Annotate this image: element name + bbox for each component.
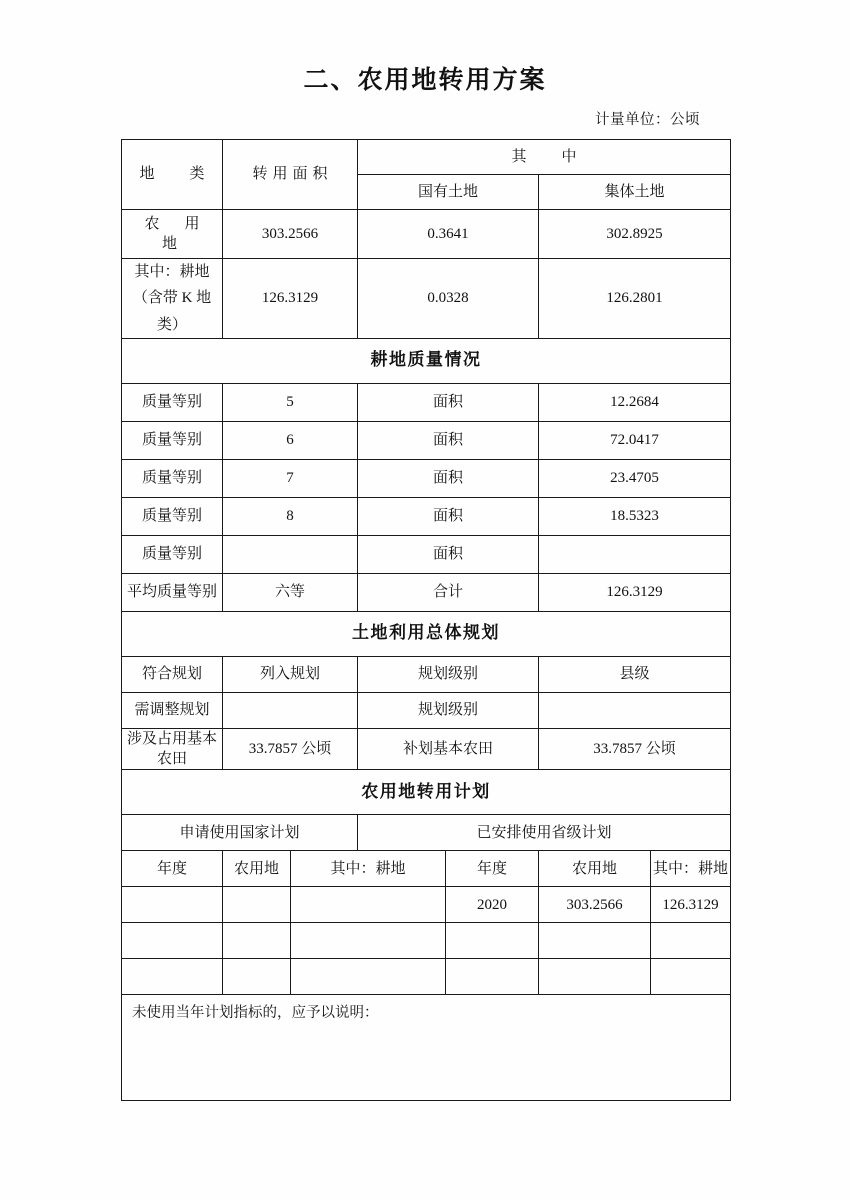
plan-col-national-year: 年度 [122, 851, 223, 887]
planning-level-value-2 [539, 692, 731, 728]
table-row-quality-grade [122, 421, 731, 459]
table-row-planning [122, 656, 731, 692]
quality-grade-label-1: 质量等别 [122, 383, 223, 421]
plan-unused-quota-note: 未使用当年计划指标的，应予以说明： [122, 995, 731, 1101]
planning-level-label-2: 规划级别 [358, 692, 539, 728]
plan-group-header-row [122, 815, 731, 851]
basic-farmland-occupied-label: 涉及占用基本农田 [122, 728, 223, 770]
plan-national-agri-2 [223, 923, 291, 959]
section-heading-row-planning [122, 611, 731, 656]
plan-national-agri-3 [223, 959, 291, 995]
table-row-agricultural-land [122, 210, 731, 259]
quality-area-value-4: 18.5323 [539, 497, 731, 535]
section-heading-row-quality [122, 338, 731, 383]
plan-col-provincial-year: 年度 [446, 851, 539, 887]
table-row-quality-grade [122, 535, 731, 573]
plan-national-year-3 [122, 959, 223, 995]
header-state-owned-land: 国有土地 [358, 175, 539, 210]
plan-provincial-agri-2 [539, 923, 651, 959]
row-label-agricultural-land: 农 用 地 [122, 210, 223, 259]
quality-grade-value-2: 6 [223, 421, 358, 459]
average-quality-total-label: 合计 [358, 573, 539, 611]
plan-data-row [122, 959, 731, 995]
plan-provincial-cultivated-2 [651, 923, 731, 959]
planning-level-label-1: 规划级别 [358, 656, 539, 692]
quality-grade-label-3: 质量等别 [122, 459, 223, 497]
table-row-quality-grade [122, 497, 731, 535]
plan-provincial-cultivated-3 [651, 959, 731, 995]
planning-conforms-label: 符合规划 [122, 656, 223, 692]
header-among-which: 其 中 [358, 140, 731, 175]
quality-area-value-1: 12.2684 [539, 383, 731, 421]
plan-national-agri-1 [223, 887, 291, 923]
section-heading-conversion-plan: 农用地转用计划 [122, 770, 731, 815]
plan-provincial-cultivated-1: 126.3129 [651, 887, 731, 923]
planning-included-value: 列入规划 [223, 656, 358, 692]
section-heading-row-conversion-plan [122, 770, 731, 815]
plan-national-cultivated-2 [291, 923, 446, 959]
plan-national-year-2 [122, 923, 223, 959]
agricultural-land-converted-area: 303.2566 [223, 210, 358, 259]
plan-national-year-1 [122, 887, 223, 923]
agricultural-land-collective: 302.8925 [539, 210, 731, 259]
plan-data-row [122, 887, 731, 923]
table-row-cultivated-land [122, 259, 731, 339]
quality-grade-label-2: 质量等别 [122, 421, 223, 459]
plan-group-provincial: 已安排使用省级计划 [358, 815, 731, 851]
quality-area-value-3: 23.4705 [539, 459, 731, 497]
quality-grade-value-3: 7 [223, 459, 358, 497]
quality-area-label-5: 面积 [358, 535, 539, 573]
cultivated-land-converted-area: 126.3129 [223, 259, 358, 339]
cultivated-land-label-line2: （含带 K 地类） [132, 290, 212, 333]
plan-provincial-agri-1: 303.2566 [539, 887, 651, 923]
cultivated-land-collective: 126.2801 [539, 259, 731, 339]
quality-grade-value-4: 8 [223, 497, 358, 535]
table-row-planning [122, 728, 731, 770]
header-land-type: 地 类 [122, 140, 223, 210]
plan-provincial-year-3 [446, 959, 539, 995]
plan-col-national-agri: 农用地 [223, 851, 291, 887]
average-quality-total-value: 126.3129 [539, 573, 731, 611]
plan-column-header-row [122, 851, 731, 887]
cultivated-land-state-owned: 0.0328 [358, 259, 539, 339]
table-row-average-quality [122, 573, 731, 611]
quality-grade-label-4: 质量等别 [122, 497, 223, 535]
basic-farmland-supplement-value: 33.7857 公顷 [539, 728, 731, 770]
header-collective-land: 集体土地 [539, 175, 731, 210]
table-row-quality-grade [122, 383, 731, 421]
plan-provincial-year-2 [446, 923, 539, 959]
farmland-conversion-table [121, 139, 731, 1101]
quality-area-value-5 [539, 535, 731, 573]
plan-provincial-year-1: 2020 [446, 887, 539, 923]
plan-group-national: 申请使用国家计划 [122, 815, 358, 851]
average-quality-value: 六等 [223, 573, 358, 611]
plan-provincial-agri-3 [539, 959, 651, 995]
quality-area-label-1: 面积 [358, 383, 539, 421]
average-quality-label: 平均质量等别 [122, 573, 223, 611]
measurement-unit-label: 计量单位：公顷 [595, 112, 700, 128]
plan-national-cultivated-3 [291, 959, 446, 995]
plan-col-provincial-agri: 农用地 [539, 851, 651, 887]
table-row-quality-grade [122, 459, 731, 497]
row-label-cultivated-land [122, 259, 223, 339]
header-converted-area: 转用面积 [223, 140, 358, 210]
basic-farmland-supplement-label: 补划基本农田 [358, 728, 539, 770]
plan-national-cultivated-1 [291, 887, 446, 923]
planning-level-value-1: 县级 [539, 656, 731, 692]
table-row-planning [122, 692, 731, 728]
quality-area-label-2: 面积 [358, 421, 539, 459]
cultivated-land-label-line1: 其中：耕地 [134, 264, 210, 280]
basic-farmland-occupied-value: 33.7857 公顷 [223, 728, 358, 770]
quality-area-value-2: 72.0417 [539, 421, 731, 459]
plan-note-row [122, 995, 731, 1101]
quality-area-label-3: 面积 [358, 459, 539, 497]
farmland-conversion-table-wrap [121, 139, 730, 1101]
quality-grade-value-1: 5 [223, 383, 358, 421]
plan-col-national-cultivated: 其中：耕地 [291, 851, 446, 887]
quality-grade-label-5: 质量等别 [122, 535, 223, 573]
section-heading-land-use-plan: 土地利用总体规划 [122, 611, 731, 656]
quality-grade-value-5 [223, 535, 358, 573]
table-header-row-top [122, 140, 731, 175]
section-heading-cultivated-quality: 耕地质量情况 [122, 338, 731, 383]
page-title: 二、农用地转用方案 [303, 66, 547, 94]
plan-col-provincial-cultivated: 其中：耕地 [651, 851, 731, 887]
quality-area-label-4: 面积 [358, 497, 539, 535]
agricultural-land-state-owned: 0.3641 [358, 210, 539, 259]
planning-adjust-value [223, 692, 358, 728]
planning-adjust-label: 需调整规划 [122, 692, 223, 728]
plan-data-row [122, 923, 731, 959]
